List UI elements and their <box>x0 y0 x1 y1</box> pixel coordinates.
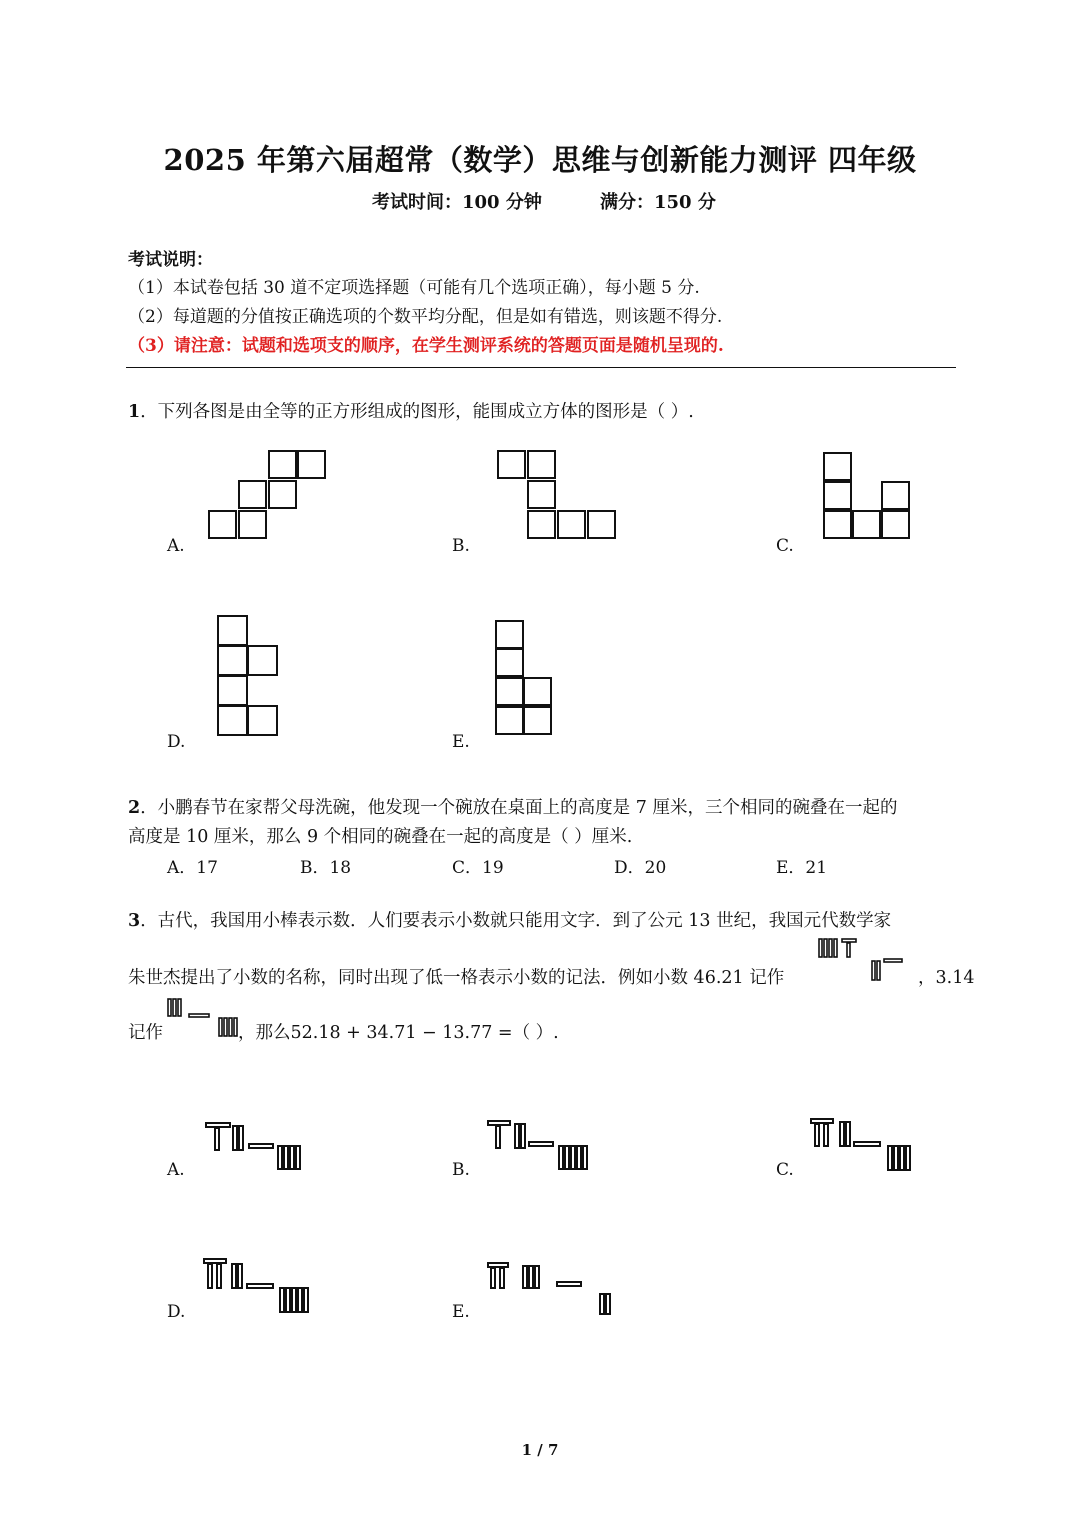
question-2-number: 2 <box>128 798 141 818</box>
q2-option-e[interactable]: E．21 <box>776 858 828 878</box>
q3-option-c-label[interactable]: C. <box>776 1160 794 1180</box>
question-2-line2: 高度是 10 厘米，那么 9 个相同的碗叠在一起的高度是（ ）厘米. <box>128 827 633 847</box>
q1-option-d-label[interactable]: D. <box>167 732 186 752</box>
page-title: 2025 年第六届超常（数学）思维与创新能力测评 四年级 <box>163 143 917 177</box>
question-3-line2-end: ，3.14 <box>918 968 975 988</box>
rod-numeral-46-21-icon <box>818 938 908 988</box>
q3-option-e-label[interactable]: E. <box>452 1302 470 1322</box>
question-3-number: 3 <box>128 911 141 931</box>
question-3-line3-end: ，那么52.18 + 34.71 − 13.77 =（ ）. <box>238 1023 559 1043</box>
question-2 <box>128 794 897 852</box>
rod-numeral-3-14-icon <box>167 998 242 1040</box>
instruction-2: （2）每道题的分值按正确选项的个数平均分配，但是如有错选，则该题不得分. <box>128 307 723 327</box>
q3-option-a-label[interactable]: A. <box>167 1160 185 1180</box>
exam-time: 考试时间：100 分钟 <box>372 192 542 213</box>
instruction-3: （3）请注意：试题和选项支的顺序，在学生测评系统的答题页面是随机呈现的. <box>128 336 724 356</box>
full-score: 满分：150 分 <box>600 192 716 213</box>
instruction-1: （1）本试卷包括 30 道不定项选择题（可能有几个选项正确），每小题 5 分. <box>128 278 700 298</box>
q3-option-b-label[interactable]: B. <box>452 1160 470 1180</box>
instructions-heading: 考试说明： <box>128 250 213 270</box>
divider <box>126 367 956 368</box>
q1-option-a-label[interactable]: A. <box>167 536 185 556</box>
page-number: 1 / 7 <box>521 1441 559 1459</box>
q3-option-d-rods[interactable] <box>203 1258 315 1316</box>
question-1-number: 1 <box>128 402 141 422</box>
question-3-line3-start: 记作 <box>128 1023 163 1043</box>
question-1-text: ．下列各图是由全等的正方形组成的图形，能围成立方体的图形是（ ）. <box>140 402 694 422</box>
q3-option-c-rods[interactable] <box>810 1118 915 1174</box>
q3-option-e-rods[interactable] <box>487 1262 617 1318</box>
q2-option-c[interactable]: C．19 <box>452 858 504 878</box>
q3-option-b-rods[interactable] <box>487 1120 592 1172</box>
q3-option-d-label[interactable]: D. <box>167 1302 186 1322</box>
q2-option-b[interactable]: B．18 <box>300 858 352 878</box>
q1-option-b-label[interactable]: B. <box>452 536 470 556</box>
q2-option-a[interactable]: A．17 <box>167 858 218 878</box>
question-3-line1 <box>128 907 891 936</box>
q2-option-d[interactable]: D．20 <box>614 858 667 878</box>
q3-option-a-rods[interactable] <box>205 1122 305 1174</box>
question-3-line2: 朱世杰提出了小数的名称，同时出现了低一格表示小数的记法．例如小数 46.21 记作 <box>128 968 785 988</box>
question-2-line1: ．小鹏春节在家帮父母洗碗，他发现一个碗放在桌面上的高度是 7 厘米，三个相同的碗叠在一起的 <box>140 798 898 818</box>
question-3-text-1: ．古代，我国用小棒表示数．人们要表示小数就只能用文字．到了公元 13 世纪，我国元代数学家 <box>140 911 892 931</box>
q1-option-c-label[interactable]: C. <box>776 536 794 556</box>
q1-option-e-label[interactable]: E. <box>452 732 470 752</box>
question-1 <box>128 398 694 427</box>
